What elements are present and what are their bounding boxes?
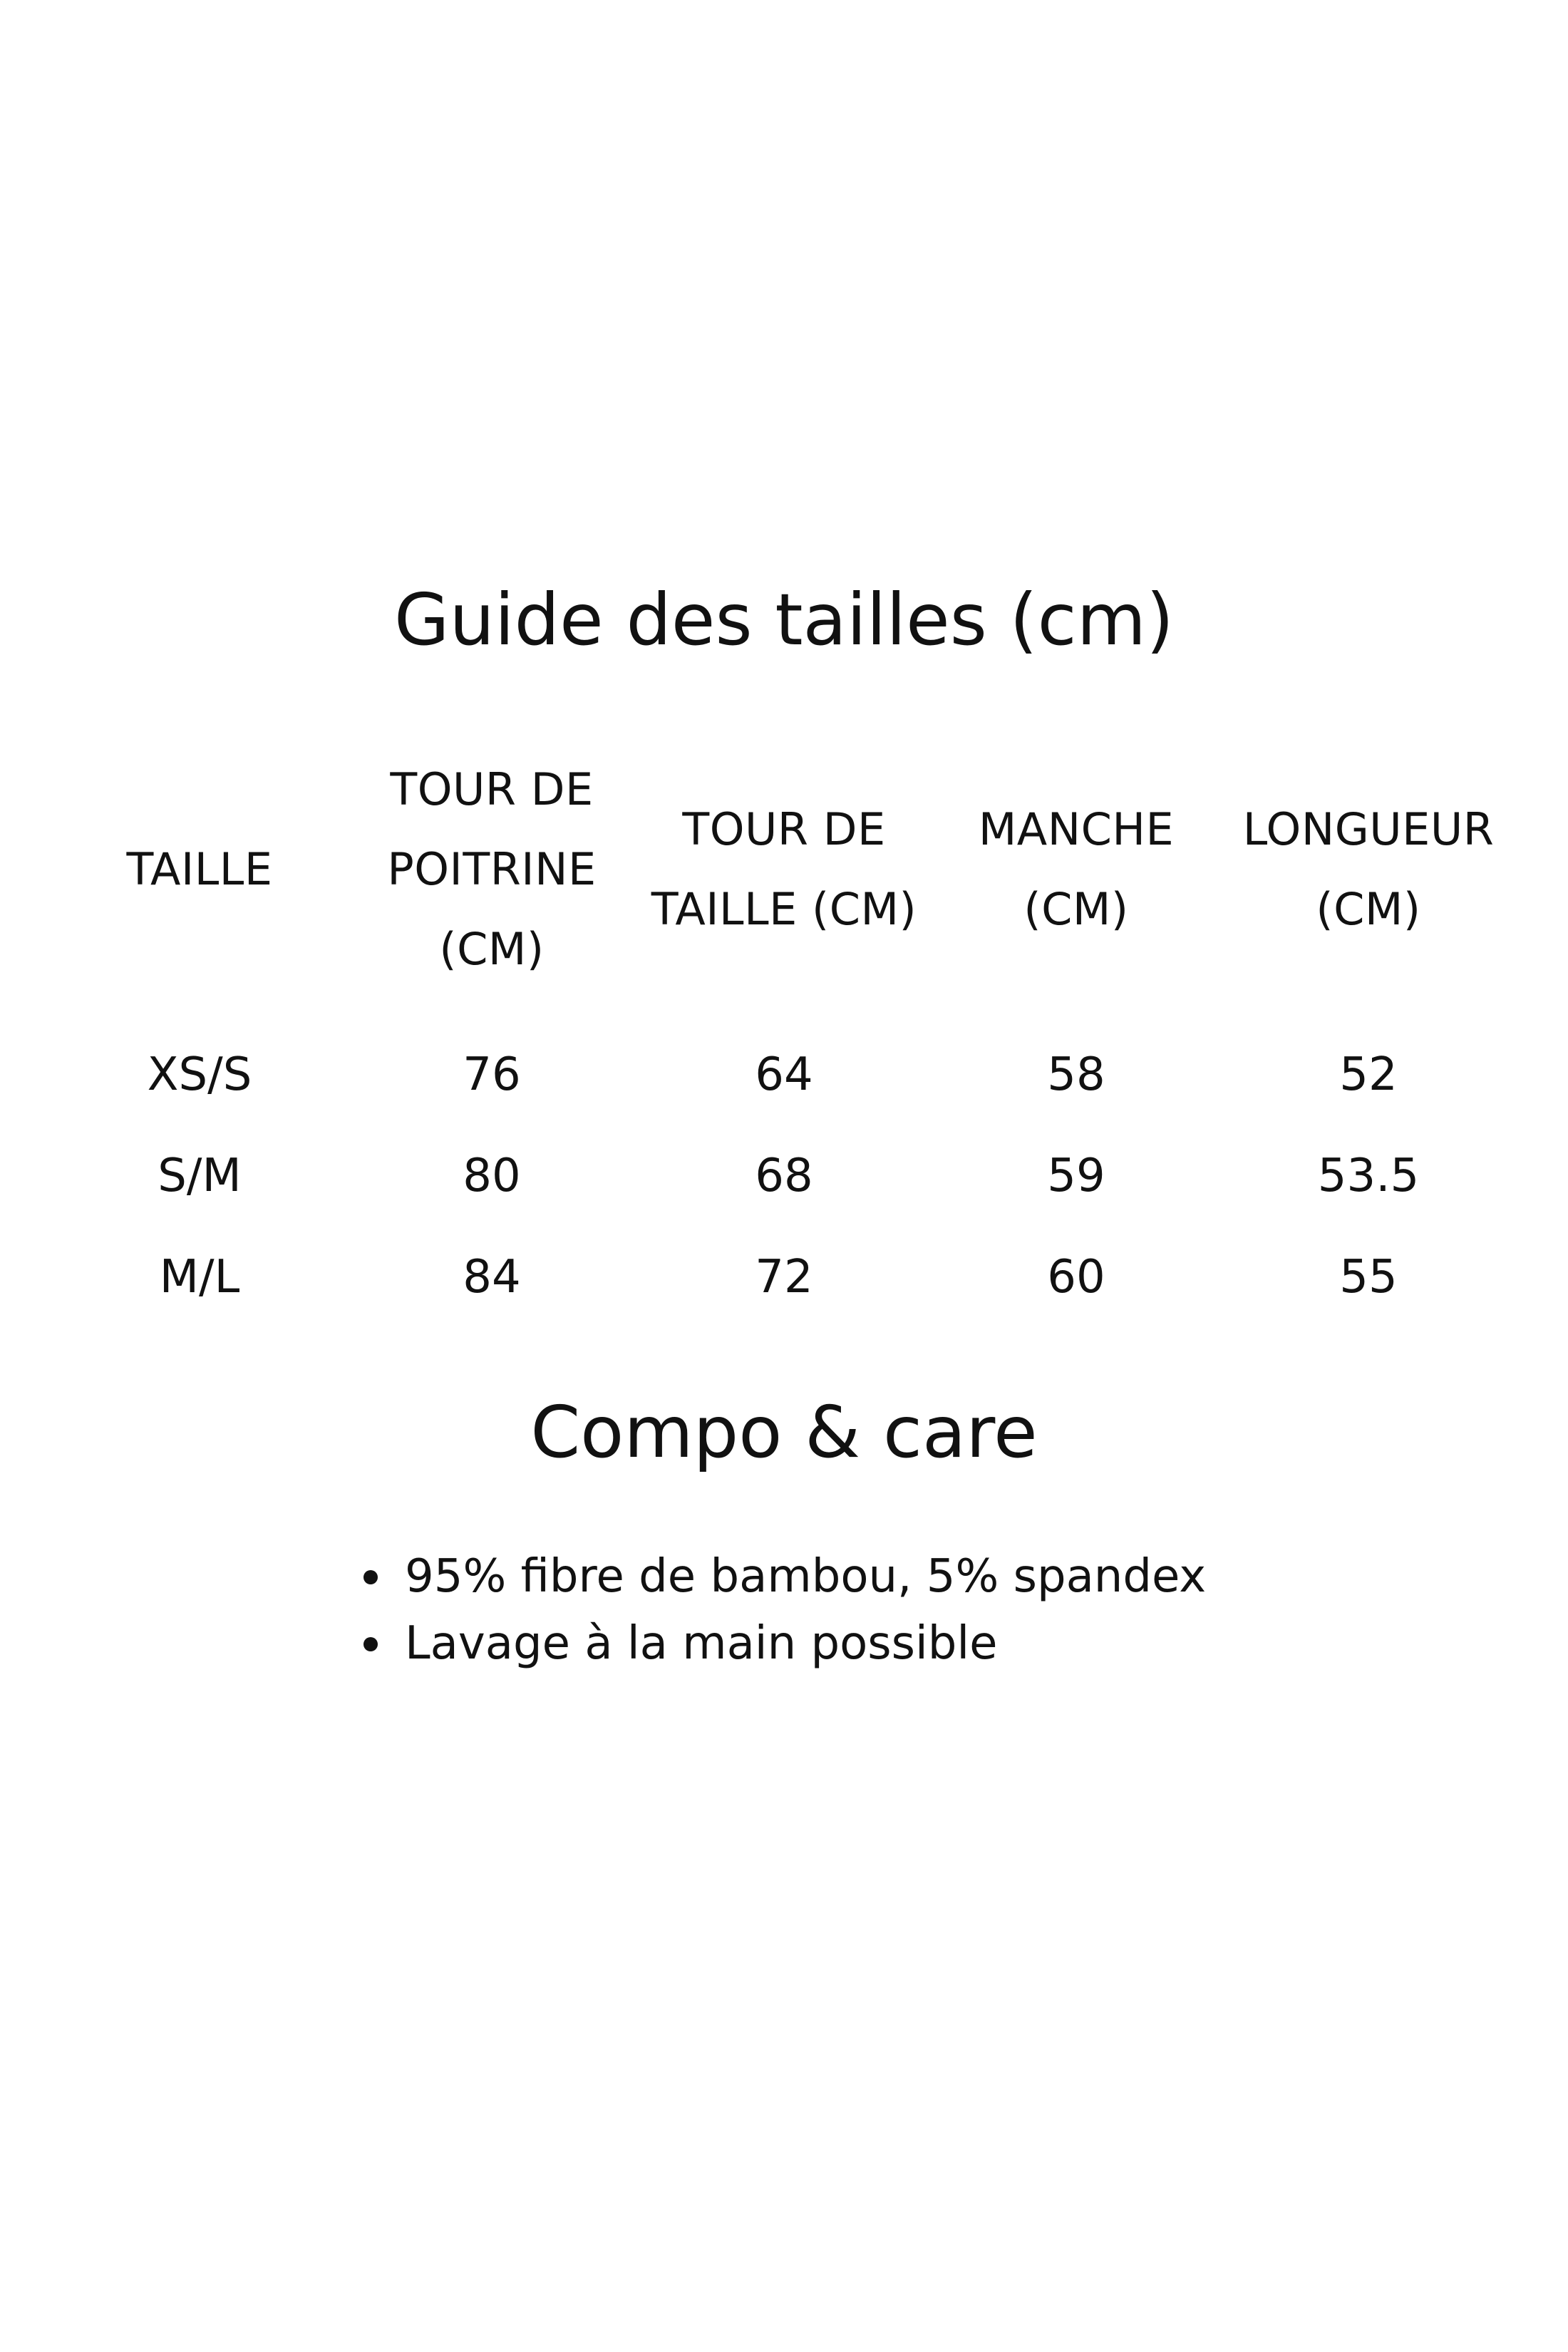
- header-chest-label: TOUR DE POITRINE (CM): [387, 763, 597, 975]
- cell-waist: 72: [755, 1251, 813, 1304]
- cell-size: M/L: [159, 1251, 240, 1304]
- table-row: [0, 1039, 1568, 1110]
- care-item-text: 95% fibre de bambou, 5% spandex: [405, 1550, 1207, 1603]
- cell-size: XS/S: [147, 1048, 252, 1101]
- header-length: [1222, 741, 1515, 998]
- size-table-header: [0, 741, 1568, 998]
- cell-sleeve: 58: [1047, 1048, 1105, 1101]
- table-row: [0, 1242, 1568, 1313]
- bullet-icon: [363, 1570, 378, 1584]
- care-item-text: Lavage à la main possible: [405, 1617, 998, 1670]
- cell-chest: 80: [463, 1150, 521, 1202]
- cell-chest: 76: [463, 1048, 521, 1101]
- size-guide-title: Guide des tailles (cm): [394, 578, 1174, 661]
- header-sleeve-label: MANCHE (CM): [978, 803, 1175, 935]
- header-size: [53, 741, 346, 998]
- header-sleeve: [930, 741, 1222, 998]
- header-waist-label: TOUR DE TAILLE (CM): [651, 803, 917, 935]
- cell-chest: 84: [463, 1251, 521, 1304]
- cell-length: 55: [1339, 1251, 1398, 1304]
- header-length-label: LONGUEUR (CM): [1242, 803, 1495, 935]
- cell-sleeve: 59: [1047, 1150, 1105, 1202]
- list-item: [356, 1543, 1354, 1610]
- cell-length: 52: [1339, 1048, 1398, 1101]
- cell-length: 53.5: [1317, 1150, 1420, 1202]
- header-chest: [346, 741, 638, 998]
- cell-sleeve: 60: [1047, 1251, 1105, 1304]
- bullet-icon: [363, 1637, 378, 1651]
- header-waist: [638, 741, 930, 998]
- cell-waist: 64: [755, 1048, 813, 1101]
- cell-size: S/M: [158, 1150, 242, 1202]
- cell-waist: 68: [755, 1150, 813, 1202]
- table-row: [0, 1140, 1568, 1212]
- care-list: [356, 1543, 1354, 1677]
- header-size-label: TAILLE: [126, 843, 273, 895]
- list-item: [356, 1610, 1354, 1677]
- care-title: Compo & care: [530, 1391, 1038, 1474]
